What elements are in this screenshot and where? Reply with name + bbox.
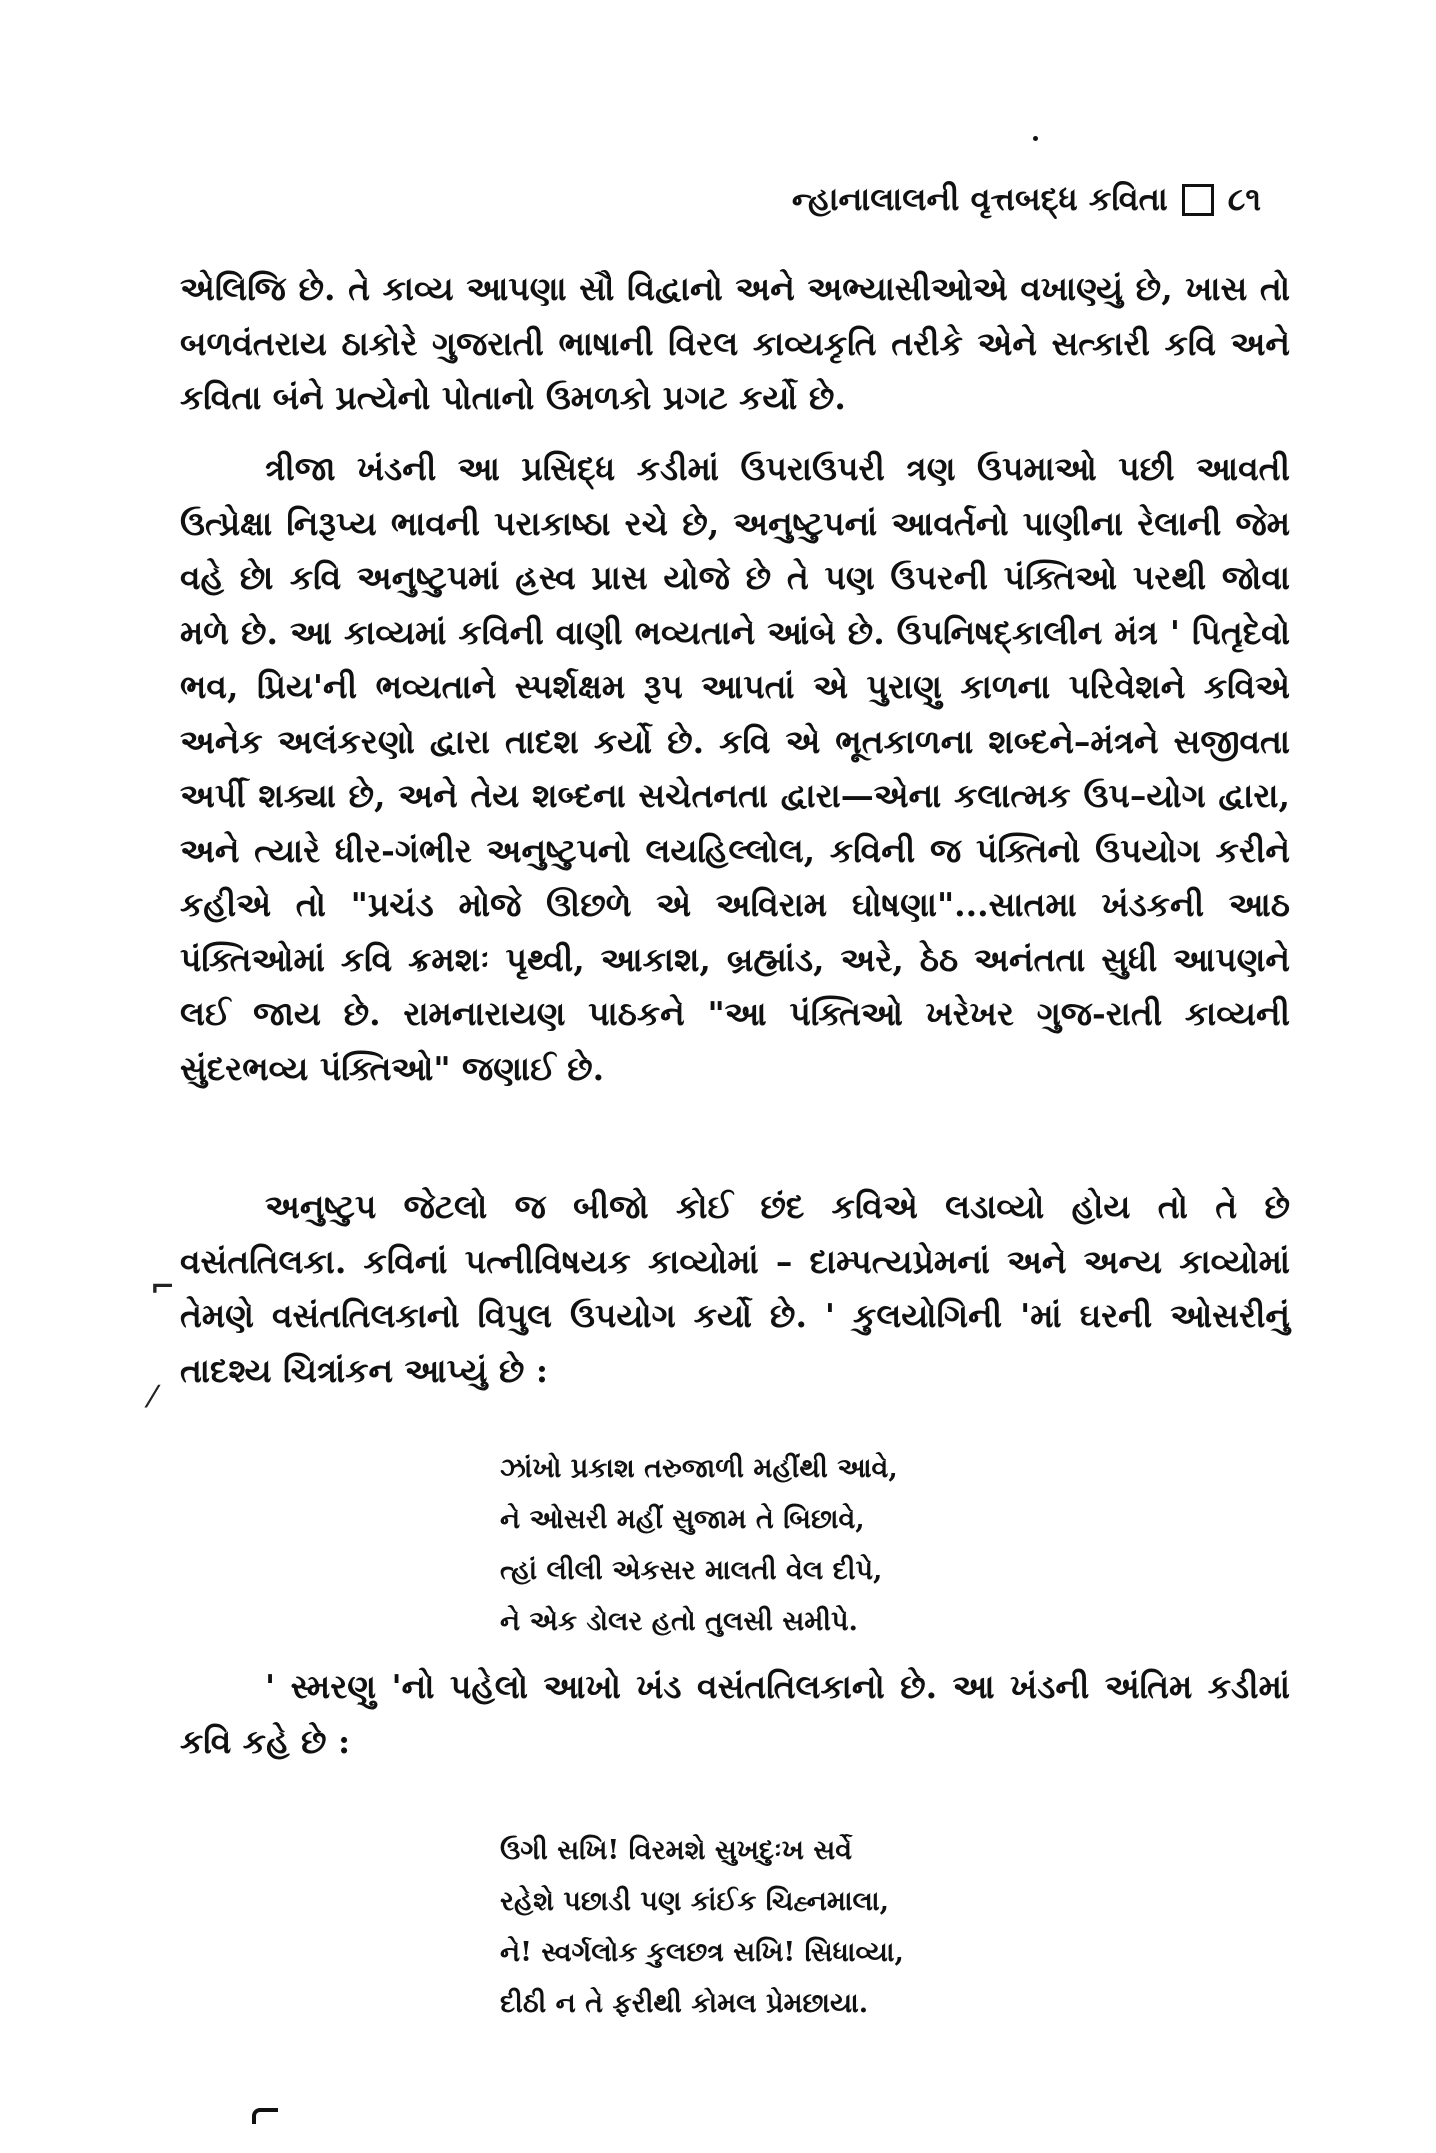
poem-line: ઝાંખો પ્રકાશ તરુજાળી મહીંથી આવે, bbox=[500, 1453, 898, 1484]
corner-mark bbox=[252, 2108, 278, 2124]
poem-line: ને ઓસરી મહીં સુજામ તે બિછાવે, bbox=[500, 1504, 865, 1535]
margin-stroke-mark: ⌐ bbox=[150, 1270, 176, 1305]
paragraph-1: એલિજિ છે. તે કાવ્ય આપણા સૌ વિદ્વાનો અને અભ્યાસીઓએ વખાણ્યું છે, ખાસ તો બળવંતરાય ઠાકોરે ગુજરાતી ભાષાની વિરલ કાવ્યકૃતિ તરીકે એને સત્કારી કવિ અને કવિતા બંને પ્રત્યેનો પોતાનો ઉમળકો પ્રગટ કર્યો છે. bbox=[180, 269, 1290, 417]
paragraph-3: અનુષ્ટુપ જેટલો જ બીજો કોઈ છંદ કવિએ લડાવ્યો હોય તો તે છે વસંતતિલકા. કવિનાં પત્નીવિષયક કાવ્યોમાં – દામ્પત્યપ્રેમનાં અને અન્ય કાવ્યોમાં તેમણે વસંતતિલકાનો વિપુલ ઉપયોગ કર્યો છે. ' કુલયોગિની 'માં ઘરની ઓસરીનું તાદશ્ય ચિત્રાંકન આપ્યું છે : bbox=[180, 1187, 1290, 1390]
paragraph-2: ત્રીજા ખંડની આ પ્રસિદ્ધ કડીમાં ઉપરાઉપરી ત્રણ ઉપમાઓ પછી આવતી ઉત્પ્રેક્ષા નિરૂપ્ય ભાવની પરાકાષ્ઠા રચે છે, અનુષ્ટુપનાં આવર્તનો પાણીના રેલાની જેમ વહે છે। કવિ અનુષ્ટુપમાં હ્રસ્વ પ્રાસ યોજે છે તે પણ ઉપરની પંક્તિઓ પરથી જોવા મળે છે. આ કાવ્યમાં કવિની વાણી ભવ્યતાને આંબે છે. ઉપનિષદ્કાલીન મંત્ર ' પિતૃદેવો ભવ, પ્રિય'ની ભવ્યતાને સ્પર્શક્ષમ રૂપ આપતાં એ પુરાણુ કાળના પરિવેશને કવિએ અનેક અલંકરણો દ્વારા તાદશ કર્યો છે. કવિ એ ભૂતકાળના શબ્દને–મંત્રને સજીવતા અર્પી શક્યા છે, અને તેય શબ્દના સચેતનતા દ્વારા—એના કલાત્મક ઉપ–યોગ દ્વારા, અને ત્યારે ધીર-ગંભીર અનુષ્ટુપનો લયહિલ્લોલ, કવિની જ પંક્તિનો ઉપયોગ કરીને કહીએ તો "પ્રચંડ મોજે ઊછળે એ અવિરામ ઘોષણા"...સાતમા ખંડકની આઠ પંક્તિઓમાં કવિ ક્રમશઃ પૃથ્વી, આકાશ, બ્રહ્માંડ, અરે, ઠેઠ અનંતતા સુધી આપણને લઈ જાય છે. રામનારાયણ પાઠકને "આ પંક્તિઓ ખરેખર ગુજ-રાતી કાવ્યની સુંદરભવ્ય પંક્તિઓ" જણાઈ છે. bbox=[180, 449, 1290, 1088]
poem-line: ઉગી સખિ! વિરમશે સુખદુઃખ સર્વે bbox=[500, 1835, 853, 1866]
page-header bbox=[792, 180, 1261, 219]
poem-stanza-2 bbox=[500, 1825, 1120, 2029]
margin-tick-mark: ⁄ bbox=[150, 1380, 156, 1415]
poem-stanza-1 bbox=[500, 1443, 1120, 1647]
poem-line: ને એક ડોલર હતો તુલસી સમીપે. bbox=[500, 1606, 858, 1637]
box-icon bbox=[1182, 184, 1214, 216]
poem-line: રહેશે પછાડી પણ કાંઈક ચિહ્નમાલા, bbox=[500, 1886, 889, 1917]
page-number: ૮૧ bbox=[1227, 180, 1261, 218]
poem-line: ને! સ્વર્ગલોક કુલછત્ર સખિ! સિધાવ્યા, bbox=[500, 1937, 904, 1968]
paragraph-4: ' સ્મરણુ 'નો પહેલો આખો ખંડ વસંતતિલકાનો છે. આ ખંડની અંતિમ કડીમાં કવિ કહે છે : bbox=[180, 1667, 1290, 1761]
running-title: ન્હાનાલાલની વૃત્તબદ્ધ કવિતા bbox=[791, 180, 1168, 218]
speck-mark bbox=[1033, 136, 1038, 141]
poem-line: ત્હાં લીલી એકસર માલતી વેલ દીપે, bbox=[500, 1555, 883, 1586]
poem-line: દીઠી ન તે ફરીથી કોમલ પ્રેમછાયા. bbox=[500, 1988, 869, 2019]
